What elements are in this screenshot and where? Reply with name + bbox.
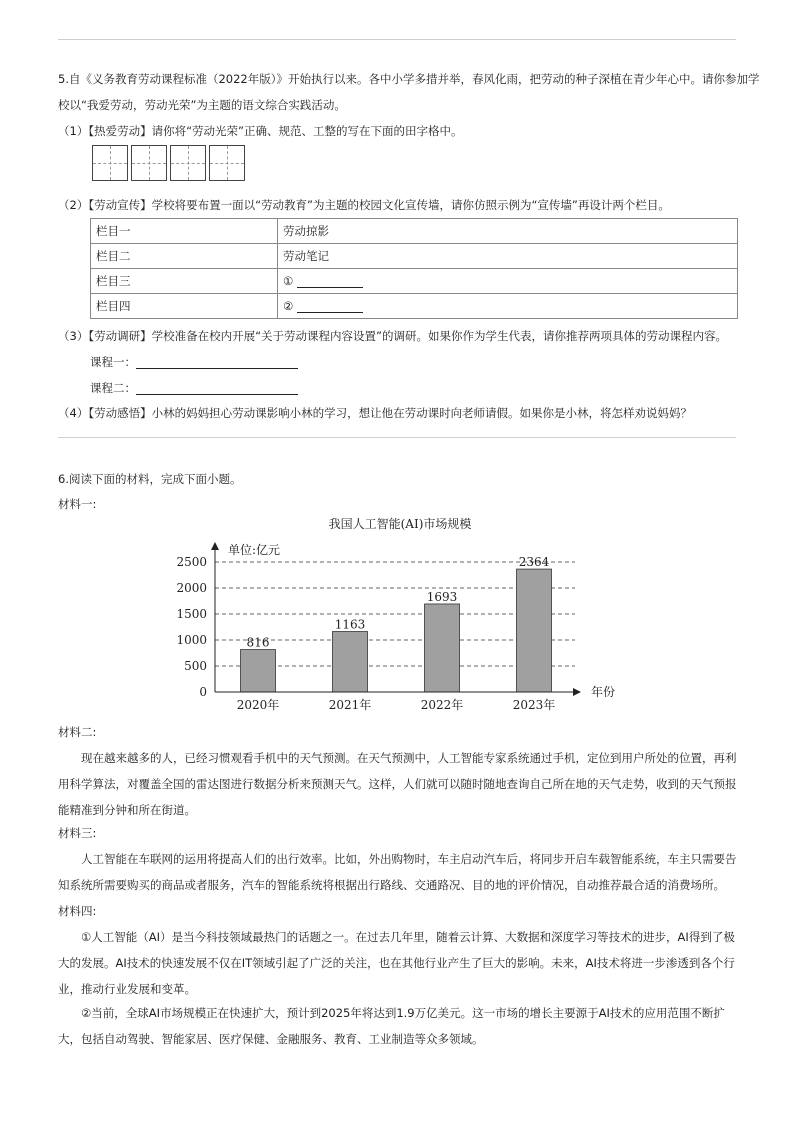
y-tick-label: 1500 [176, 607, 207, 621]
y-tick-label: 2000 [176, 581, 207, 595]
bar [333, 632, 368, 692]
answer-blank-3[interactable] [297, 275, 363, 288]
material-1-label: 材料一: [58, 497, 97, 511]
chart-title: 我国人工智能(AI)市场规模 [328, 517, 472, 531]
answer-blank-4[interactable] [297, 300, 363, 313]
column-value: 劳动笔记 [278, 244, 738, 269]
column-value-answer-3[interactable] [278, 269, 738, 294]
q5-sub1: （1）【热爱劳动】请你将“劳动光荣”正确、规范、工整的写在下面的田字格中。 [58, 124, 463, 138]
chart-y-unit-label: 单位:亿元 [228, 543, 281, 557]
material-4-label: 材料四: [58, 904, 97, 918]
bar [517, 569, 552, 692]
material-2-label: 材料二: [58, 725, 97, 739]
tianzige-box-2[interactable] [131, 145, 167, 181]
tianzige-box-3[interactable] [170, 145, 206, 181]
course-two-label: 课程二： [90, 381, 136, 395]
bar-value-label: 1693 [426, 589, 458, 604]
y-tick-label: 0 [199, 685, 207, 699]
x-tick-label: 2022年 [420, 698, 464, 712]
column-label: 栏目一 [91, 219, 278, 244]
q5-sub2: （2）【劳动宣传】学校将要布置一面以“劳动教育”为主题的校园文化宣传墙，请你仿照示例为“宣传墙”再设计两个栏目。 [58, 198, 670, 212]
course-two-line [90, 375, 390, 401]
q5-sub4: （4）【劳动感悟】小林的妈妈担心劳动课影响小林的学习，想让他在劳动课时向老师请假。如果你是小林，将怎样劝说妈妈？ [58, 406, 693, 420]
material-4-paragraph-1: ①人工智能（AI）是当今科技领域最热门的话题之一。在过去几年里，随着云计算、大数据和深度学习等技术的进步，AI得到了极大的发展。AI技术的快速发展不仅在IT领域引起了广泛的关注，也在其他行业产生了巨大的影响。未来，AI技术将进一步渗透到各个行业，推动行业发展和变革。 [58, 930, 735, 996]
bar-value-label: 1163 [334, 617, 366, 632]
ai-market-chart [170, 512, 630, 717]
material-3-text: 人工智能在车联网的运用将提高人们的出行效率。比如，外出购物时，车主启动汽车后，将同步开启车载智能系统，车主只需要告知系统所需要购买的商品或者服务，汽车的智能系统将根据出行路线、交通路况、目的地的评价情况，自动推荐最合适的消费场所。 [58, 852, 737, 892]
column-label: 栏目二 [91, 244, 278, 269]
x-axis-arrow [573, 688, 581, 696]
table-row [91, 219, 738, 244]
bar-value-label: 2364 [518, 555, 550, 570]
q6-stem: 6.阅读下面的材料，完成下面小题。 [58, 472, 242, 486]
column-value: 劳动掠影 [278, 219, 738, 244]
circled-number: ① [283, 274, 294, 288]
x-tick-label: 2023年 [512, 698, 556, 712]
section-divider [58, 437, 736, 438]
column-label: 栏目三 [91, 269, 278, 294]
chart-x-axis-label: 年份 [591, 685, 616, 699]
material-4-paragraph-2: ②当前，全球AI市场规模正在快速扩大，预计到2025年将达到1.9万亿美元。这一市场的增长主要源于AI技术的应用范围不断扩大，包括自动驾驶、智能家居、医疗保健、金融服务、教育、工业制造等众多领域。 [58, 1006, 725, 1046]
y-tick-label: 1000 [176, 633, 207, 647]
column-table [90, 218, 738, 319]
column-label: 栏目四 [91, 294, 278, 319]
table-row [91, 294, 738, 319]
x-tick-label: 2020年 [236, 698, 280, 712]
circled-number: ② [283, 299, 294, 313]
course-one-line [90, 349, 390, 375]
column-value-answer-4[interactable] [278, 294, 738, 319]
q5-stem-line1: 5.自《义务教育劳动课程标准（2022年版）》开始执行以来。各中小学多措并举，春风化雨，把劳动的种子深植在青少年心中。请你参加学 [58, 72, 760, 86]
bar [241, 650, 276, 692]
top-divider [58, 39, 736, 40]
table-row [91, 244, 738, 269]
material-3-label: 材料三: [58, 826, 97, 840]
q5-sub3: （3）【劳动调研】学校准备在校内开展“关于劳动课程内容设置”的调研。如果你作为学生代表，请你推荐两项具体的劳动课程内容。 [58, 329, 727, 343]
table-row [91, 269, 738, 294]
bar-value-label: 816 [246, 635, 270, 650]
tianzige-box-1[interactable] [92, 145, 128, 181]
y-tick-label: 2500 [176, 555, 207, 569]
course-one-label: 课程一： [90, 355, 136, 369]
tianzige-box-4[interactable] [209, 145, 245, 181]
y-tick-label: 500 [184, 659, 207, 673]
course-two-blank[interactable] [136, 382, 298, 395]
course-one-blank[interactable] [136, 356, 298, 369]
bar [425, 604, 460, 692]
material-2-text: 现在越来越多的人，已经习惯观看手机中的天气预测。在天气预测中，人工智能专家系统通过手机，定位到用户所处的位置，再利用科学算法，对覆盖全国的雷达图进行数据分析来预测天气。这样，人们就可以随时随地查询自己所在地的天气走势，收到的天气预报能精准到分钟和所在街道。 [58, 751, 737, 817]
y-axis-arrow [211, 542, 219, 550]
x-tick-label: 2021年 [328, 698, 372, 712]
q5-stem-line2: 校以“我爱劳动，劳动光荣”为主题的语文综合实践活动。 [58, 98, 346, 112]
